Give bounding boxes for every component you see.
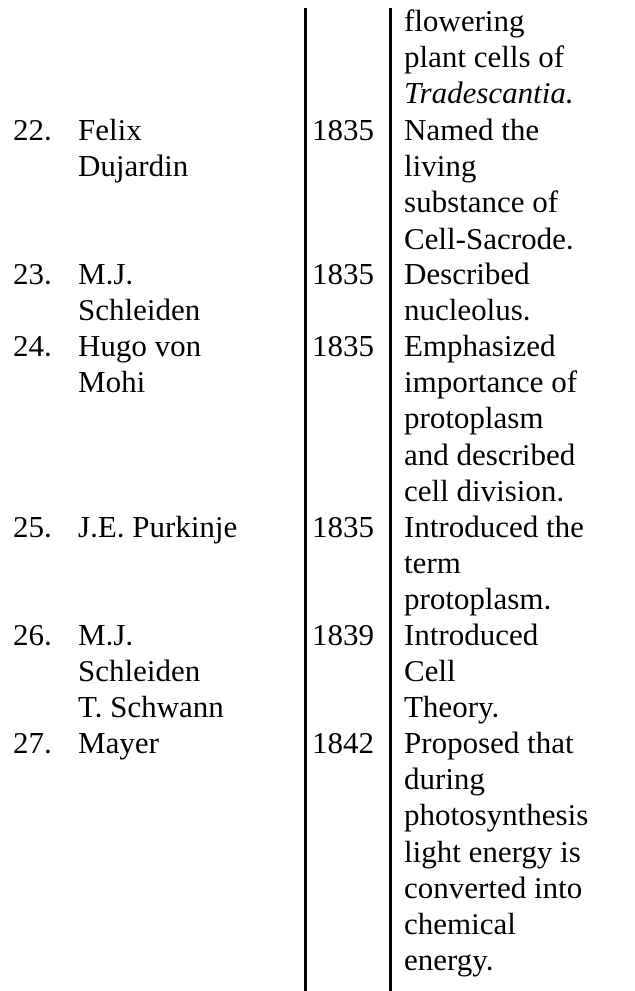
scientist-name-line: Felix	[78, 112, 142, 147]
description-line: cell division.	[404, 472, 565, 508]
entry-number: 25.	[13, 509, 52, 544]
description-line: nucleolus.	[404, 292, 531, 328]
description-line: importance of	[404, 364, 578, 400]
description-line: Emphasized	[404, 328, 556, 363]
scientist-name-cell	[78, 725, 300, 761]
description-line: substance of	[404, 184, 559, 220]
description-line: protoplasm.	[404, 581, 552, 617]
description-line: Proposed that	[404, 725, 574, 760]
scientist-name-line: Schleiden	[78, 653, 201, 689]
column-divider-left	[304, 8, 307, 991]
scientist-name-line: Hugo von	[78, 328, 202, 363]
description-line: protoplasm	[404, 400, 544, 436]
description-line: term	[404, 545, 461, 581]
scientist-name-line: Dujardin	[78, 148, 189, 184]
scientist-name-cell	[78, 328, 300, 400]
description-line: Theory.	[404, 689, 500, 725]
description-cell	[404, 509, 629, 618]
entry-number: 24.	[13, 328, 52, 363]
description-line: Cell	[404, 653, 456, 689]
entry-number: 23.	[13, 256, 52, 291]
description-line: Cell-Sacrode.	[404, 220, 574, 256]
description-line-italic: Tradescantia.	[404, 75, 574, 111]
scientist-name-cell	[78, 256, 300, 328]
year-cell: 1835	[312, 256, 374, 291]
description-line: plant cells of	[404, 39, 565, 75]
description-line: and described	[404, 436, 576, 472]
description-line: Introduced	[404, 617, 539, 652]
description-cell	[404, 112, 629, 257]
description-line: during	[404, 761, 485, 797]
year-cell: 1835	[312, 509, 374, 544]
year-cell: 1835	[312, 328, 374, 363]
description-cell	[404, 256, 629, 328]
scientist-name-line: J.E. Purkinje	[78, 509, 238, 544]
scientist-name-line: M.J.	[78, 617, 134, 652]
year-cell: 1842	[312, 725, 374, 760]
year-cell: 1835	[312, 112, 374, 147]
description-cell	[404, 3, 629, 112]
description-line: chemical	[404, 906, 516, 942]
entry-number: 22.	[13, 112, 52, 147]
description-line: converted into	[404, 869, 583, 905]
entry-number: 27.	[13, 725, 52, 760]
scientist-name-cell	[78, 509, 300, 545]
scientist-name-line: Schleiden	[78, 292, 201, 328]
description-cell	[404, 328, 629, 509]
scientist-name-line: Mayer	[78, 725, 159, 760]
description-line: Introduced the	[404, 509, 584, 544]
description-line: energy.	[404, 942, 494, 978]
description-cell	[404, 725, 629, 978]
scientist-name-cell	[78, 617, 300, 726]
description-line: living	[404, 148, 477, 184]
year-cell: 1839	[312, 617, 374, 652]
description-line: light energy is	[404, 833, 581, 869]
entry-number: 26.	[13, 617, 52, 652]
description-cell	[404, 617, 629, 726]
description-line: flowering	[404, 3, 525, 38]
column-divider-right	[389, 8, 392, 991]
description-line: Described	[404, 256, 530, 291]
description-line: photosynthesis	[404, 797, 589, 833]
scientist-name-cell	[78, 112, 300, 184]
scientist-name-line: T. Schwann	[78, 689, 224, 725]
description-line: Named the	[404, 112, 540, 147]
scientist-name-line: M.J.	[78, 256, 134, 291]
scientist-name-line: Mohi	[78, 364, 146, 400]
